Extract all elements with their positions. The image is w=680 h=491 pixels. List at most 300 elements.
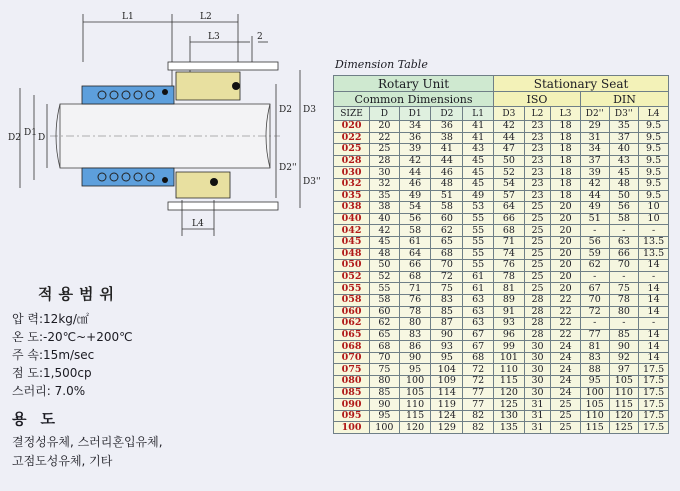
table-row xyxy=(334,260,669,272)
table-row xyxy=(334,213,669,225)
table-cell: 54 xyxy=(399,202,431,214)
table-cell: 55 xyxy=(463,236,494,248)
table-cell: 66 xyxy=(494,213,525,225)
seal-cross-section-drawing xyxy=(0,0,330,270)
table-cell: 10 xyxy=(639,202,669,214)
spec-label: 압 력 xyxy=(12,312,39,326)
table-cell: 30 xyxy=(524,376,550,388)
table-cell: 86 xyxy=(399,341,431,353)
size-cell: 100 xyxy=(334,422,370,434)
table-cell: 63 xyxy=(463,294,494,306)
table-cell: 56 xyxy=(580,236,609,248)
table-cell: 22 xyxy=(551,318,581,330)
table-cell: 93 xyxy=(431,341,463,353)
table-cell: 50 xyxy=(370,260,400,272)
table-cell: 115 xyxy=(609,399,639,411)
table-cell: 85 xyxy=(431,306,463,318)
table-cell: 72 xyxy=(431,271,463,283)
table-cell: 120 xyxy=(494,387,525,399)
table-cell: 58 xyxy=(399,225,431,237)
size-cell: 050 xyxy=(334,260,370,272)
spec-value: :12kg/㎠ xyxy=(39,312,89,326)
column-header: D3 xyxy=(494,107,525,121)
table-cell: 24 xyxy=(551,341,581,353)
application-line: 고점도성유체, 기타 xyxy=(12,454,113,468)
table-cell: 9.5 xyxy=(639,178,669,190)
table-cell: 125 xyxy=(494,399,525,411)
table-cell: 42 xyxy=(370,225,400,237)
size-cell: 070 xyxy=(334,352,370,364)
table-cell: 30 xyxy=(370,167,400,179)
spec-label: 스러리 xyxy=(12,384,47,398)
right-dimensions xyxy=(276,70,300,208)
spec-row-pressure xyxy=(12,310,312,328)
spec-row-viscosity xyxy=(12,364,312,382)
table-cell: 105 xyxy=(609,376,639,388)
table-cell: 20 xyxy=(551,213,581,225)
table-row xyxy=(334,271,669,283)
size-cell: 040 xyxy=(334,213,370,225)
table-cell: 17.5 xyxy=(639,364,669,376)
size-cell: 068 xyxy=(334,341,370,353)
table-cell: 93 xyxy=(494,318,525,330)
table-row xyxy=(334,202,669,214)
table-cell: 77 xyxy=(463,387,494,399)
table-cell: 44 xyxy=(494,132,525,144)
table-cell: 10 xyxy=(639,213,669,225)
table-row xyxy=(334,248,669,260)
size-cell: 045 xyxy=(334,236,370,248)
l3-label: L3 xyxy=(208,32,220,42)
d3-right-label: D3 xyxy=(303,105,316,115)
size-cell: 030 xyxy=(334,167,370,179)
table-cell: 75 xyxy=(431,283,463,295)
table-cell: 22 xyxy=(551,329,581,341)
table-cell: 23 xyxy=(524,144,550,156)
table-row xyxy=(334,236,669,248)
table-cell: 100 xyxy=(399,376,431,388)
table-cell: 18 xyxy=(551,155,581,167)
table-cell: 100 xyxy=(370,422,400,434)
table-cell: 71 xyxy=(494,236,525,248)
stationary-seat-bottom xyxy=(176,172,230,198)
table-cell: - xyxy=(609,225,639,237)
table-cell: 60 xyxy=(370,306,400,318)
size-cell: 042 xyxy=(334,225,370,237)
table-row xyxy=(334,387,669,399)
table-cell: 47 xyxy=(494,144,525,156)
table-cell: 9.5 xyxy=(639,144,669,156)
sub-common-header: Common Dimensions xyxy=(334,92,494,107)
table-cell: 99 xyxy=(494,341,525,353)
table-cell: 23 xyxy=(524,155,550,167)
table-cell: 68 xyxy=(463,352,494,364)
table-cell: 68 xyxy=(494,225,525,237)
table-cell: 49 xyxy=(580,202,609,214)
spec-value: : 7.0% xyxy=(46,384,86,398)
table-body xyxy=(334,121,669,434)
size-cell: 038 xyxy=(334,202,370,214)
table-cell: 23 xyxy=(524,178,550,190)
table-cell: 51 xyxy=(431,190,463,202)
gap-label: 2 xyxy=(257,32,263,42)
housing-top xyxy=(168,62,278,70)
table-cell: - xyxy=(639,225,669,237)
table-cell: 77 xyxy=(580,329,609,341)
table-cell: 14 xyxy=(639,352,669,364)
table-cell: 67 xyxy=(463,341,494,353)
dimension-table-panel xyxy=(333,57,669,434)
table-cell: 14 xyxy=(639,329,669,341)
table-cell: 35 xyxy=(370,190,400,202)
table-cell: 67 xyxy=(463,329,494,341)
table-row xyxy=(334,121,669,133)
table-cell: 39 xyxy=(399,144,431,156)
table-cell: 83 xyxy=(431,294,463,306)
application-heading: 용도 xyxy=(12,410,69,428)
table-cell: 70 xyxy=(580,294,609,306)
table-cell: 37 xyxy=(609,132,639,144)
stationary-seat-top xyxy=(176,72,240,100)
table-cell: 129 xyxy=(431,422,463,434)
table-cell: 91 xyxy=(494,306,525,318)
d2-din-label: D2'' xyxy=(279,163,297,173)
table-cell: 25 xyxy=(524,202,550,214)
table-cell: 80 xyxy=(399,318,431,330)
table-cell: 25 xyxy=(524,225,550,237)
column-header: D xyxy=(370,107,400,121)
size-cell: 080 xyxy=(334,376,370,388)
table-row xyxy=(334,318,669,330)
table-cell: 41 xyxy=(463,132,494,144)
table-cell: 45 xyxy=(463,178,494,190)
column-header: D1 xyxy=(399,107,431,121)
table-cell: 97 xyxy=(609,364,639,376)
table-row xyxy=(334,178,669,190)
d2-left-label: D2 xyxy=(8,133,21,143)
table-cell: 78 xyxy=(494,271,525,283)
table-cell: 14 xyxy=(639,260,669,272)
table-cell: 95 xyxy=(580,376,609,388)
table-cell: 68 xyxy=(370,341,400,353)
table-cell: 70 xyxy=(609,260,639,272)
table-cell: 30 xyxy=(524,352,550,364)
table-cell: 24 xyxy=(551,387,581,399)
group-stationary-header: Stationary Seat xyxy=(494,76,669,92)
table-cell: 55 xyxy=(370,283,400,295)
table-cell: 18 xyxy=(551,190,581,202)
table-cell: 110 xyxy=(609,387,639,399)
sub-iso-header: ISO xyxy=(494,92,581,107)
table-cell: 82 xyxy=(463,410,494,422)
table-cell: - xyxy=(639,271,669,283)
table-cell: 70 xyxy=(431,260,463,272)
rotary-unit-bottom xyxy=(82,168,174,186)
table-cell: 51 xyxy=(580,213,609,225)
size-cell: 020 xyxy=(334,121,370,133)
table-cell: 20 xyxy=(551,202,581,214)
table-cell: 90 xyxy=(370,399,400,411)
table-cell: 130 xyxy=(494,410,525,422)
table-cell: 83 xyxy=(399,329,431,341)
d2-right-label: D2 xyxy=(279,105,292,115)
table-cell: 70 xyxy=(370,352,400,364)
table-row xyxy=(334,294,669,306)
table-cell: 55 xyxy=(463,248,494,260)
table-cell: 110 xyxy=(399,399,431,411)
table-cell: 45 xyxy=(463,167,494,179)
table-cell: 45 xyxy=(463,155,494,167)
column-header: L3 xyxy=(551,107,581,121)
table-cell: 30 xyxy=(524,387,550,399)
table-cell: 115 xyxy=(580,422,609,434)
column-header: D2 xyxy=(431,107,463,121)
table-cell: 56 xyxy=(399,213,431,225)
table-cell: 74 xyxy=(494,248,525,260)
d1-left-label: D1 xyxy=(24,128,37,138)
table-cell: 23 xyxy=(524,190,550,202)
column-header: L2 xyxy=(524,107,550,121)
table-cell: - xyxy=(639,318,669,330)
table-cell: 38 xyxy=(431,132,463,144)
table-cell: 14 xyxy=(639,341,669,353)
table-cell: 62 xyxy=(580,260,609,272)
table-cell: 13.5 xyxy=(639,248,669,260)
table-cell: 57 xyxy=(494,190,525,202)
table-row xyxy=(334,155,669,167)
table-cell: 104 xyxy=(431,364,463,376)
table-cell: 31 xyxy=(524,399,550,411)
size-cell: 075 xyxy=(334,364,370,376)
table-cell: - xyxy=(580,225,609,237)
table-cell: 135 xyxy=(494,422,525,434)
table-cell: 45 xyxy=(609,167,639,179)
table-cell: 55 xyxy=(463,260,494,272)
table-cell: 17.5 xyxy=(639,387,669,399)
size-cell: 090 xyxy=(334,399,370,411)
table-cell: - xyxy=(580,318,609,330)
table-cell: 18 xyxy=(551,178,581,190)
table-cell: - xyxy=(609,271,639,283)
table-cell: 76 xyxy=(494,260,525,272)
table-cell: 9.5 xyxy=(639,167,669,179)
table-cell: 90 xyxy=(609,341,639,353)
table-cell: 58 xyxy=(609,213,639,225)
table-cell: 77 xyxy=(463,399,494,411)
table-cell: 45 xyxy=(370,236,400,248)
table-cell: 14 xyxy=(639,283,669,295)
table-cell: 14 xyxy=(639,306,669,318)
l2-label: L2 xyxy=(200,12,212,22)
size-cell: 095 xyxy=(334,410,370,422)
table-cell: 80 xyxy=(370,376,400,388)
table-cell: 25 xyxy=(524,236,550,248)
table-cell: 43 xyxy=(609,155,639,167)
table-cell: 56 xyxy=(609,202,639,214)
table-cell: 20 xyxy=(551,260,581,272)
table-cell: 40 xyxy=(370,213,400,225)
table-cell: 34 xyxy=(399,121,431,133)
table-cell: 17.5 xyxy=(639,399,669,411)
table-cell: 25 xyxy=(524,260,550,272)
size-cell: 058 xyxy=(334,294,370,306)
column-header-row xyxy=(334,107,669,121)
table-cell: 17.5 xyxy=(639,376,669,388)
table-cell: 75 xyxy=(609,283,639,295)
table-cell: 23 xyxy=(524,132,550,144)
table-cell: 72 xyxy=(463,364,494,376)
table-cell: 81 xyxy=(494,283,525,295)
table-cell: 61 xyxy=(463,283,494,295)
table-cell: 58 xyxy=(431,202,463,214)
table-cell: 72 xyxy=(580,306,609,318)
table-cell: 59 xyxy=(580,248,609,260)
l4-label: L4 xyxy=(192,219,204,229)
d-left-label: D xyxy=(38,133,46,143)
sub-din-header: DIN xyxy=(580,92,668,107)
table-row xyxy=(334,329,669,341)
table-cell: 18 xyxy=(551,167,581,179)
table-cell: 37 xyxy=(580,155,609,167)
table-cell: 78 xyxy=(399,306,431,318)
table-cell: 32 xyxy=(370,178,400,190)
table-cell: 49 xyxy=(399,190,431,202)
table-cell: 65 xyxy=(370,329,400,341)
table-cell: 110 xyxy=(580,410,609,422)
table-cell: 31 xyxy=(524,410,550,422)
table-cell: 88 xyxy=(580,364,609,376)
table-cell: 120 xyxy=(609,410,639,422)
table-cell: 28 xyxy=(524,294,550,306)
table-cell: 20 xyxy=(551,271,581,283)
table-caption: Dimension Table xyxy=(335,58,428,71)
table-cell: 44 xyxy=(580,190,609,202)
table-cell: 25 xyxy=(524,271,550,283)
table-cell: 24 xyxy=(551,376,581,388)
table-cell: 105 xyxy=(399,387,431,399)
table-cell: 41 xyxy=(463,121,494,133)
group-rotary-header: Rotary Unit xyxy=(334,76,494,92)
table-cell: 36 xyxy=(399,132,431,144)
size-cell: 048 xyxy=(334,248,370,260)
table-cell: 25 xyxy=(524,248,550,260)
table-cell: 63 xyxy=(463,318,494,330)
table-cell: 22 xyxy=(551,306,581,318)
size-cell: 085 xyxy=(334,387,370,399)
table-row xyxy=(334,376,669,388)
table-cell: 20 xyxy=(551,248,581,260)
table-cell: 9.5 xyxy=(639,132,669,144)
table-cell: 35 xyxy=(609,121,639,133)
table-cell: 17.5 xyxy=(639,422,669,434)
table-cell: 65 xyxy=(431,236,463,248)
housing-bottom xyxy=(168,202,278,210)
table-cell: 40 xyxy=(609,144,639,156)
table-cell: 119 xyxy=(431,399,463,411)
table-cell: 83 xyxy=(580,352,609,364)
spec-value: :1,500cp xyxy=(39,366,92,380)
rotary-unit-top xyxy=(82,86,174,104)
table-cell: 20 xyxy=(551,283,581,295)
table-cell: 29 xyxy=(580,121,609,133)
table-cell: - xyxy=(609,318,639,330)
table-row xyxy=(334,422,669,434)
table-cell: 58 xyxy=(370,294,400,306)
table-cell: 67 xyxy=(580,283,609,295)
table-cell: 28 xyxy=(524,329,550,341)
column-header: L4 xyxy=(639,107,669,121)
table-cell: 49 xyxy=(463,190,494,202)
table-cell: 96 xyxy=(494,329,525,341)
table-cell: 23 xyxy=(524,167,550,179)
size-cell: 025 xyxy=(334,144,370,156)
table-row xyxy=(334,352,669,364)
table-cell: 124 xyxy=(431,410,463,422)
table-cell: 28 xyxy=(524,306,550,318)
d3-din-label: D3'' xyxy=(303,177,321,187)
table-cell: 71 xyxy=(399,283,431,295)
table-row xyxy=(334,132,669,144)
table-cell: 78 xyxy=(609,294,639,306)
table-cell: 82 xyxy=(463,422,494,434)
table-cell: 89 xyxy=(494,294,525,306)
table-cell: 34 xyxy=(580,144,609,156)
table-cell: 13.5 xyxy=(639,236,669,248)
size-cell: 060 xyxy=(334,306,370,318)
table-row xyxy=(334,190,669,202)
table-cell: 46 xyxy=(431,167,463,179)
table-cell: 20 xyxy=(551,236,581,248)
specifications-panel xyxy=(12,283,312,471)
table-row xyxy=(334,167,669,179)
table-cell: 92 xyxy=(609,352,639,364)
table-cell: 20 xyxy=(551,225,581,237)
table-cell: 90 xyxy=(399,352,431,364)
table-cell: 101 xyxy=(494,352,525,364)
table-cell: 114 xyxy=(431,387,463,399)
table-cell: 22 xyxy=(370,132,400,144)
table-cell: 105 xyxy=(580,399,609,411)
table-row xyxy=(334,410,669,422)
table-cell: 28 xyxy=(524,318,550,330)
table-cell: 64 xyxy=(399,248,431,260)
application-line: 결정성유체, 스러리혼입유체, xyxy=(12,435,163,449)
table-cell: 63 xyxy=(609,236,639,248)
spec-row-speed xyxy=(12,346,312,364)
table-cell: 44 xyxy=(399,167,431,179)
table-cell: 24 xyxy=(551,364,581,376)
table-cell: 25 xyxy=(524,283,550,295)
table-row xyxy=(334,364,669,376)
table-cell: 55 xyxy=(463,213,494,225)
table-cell: 61 xyxy=(463,271,494,283)
table-cell: 63 xyxy=(463,306,494,318)
table-cell: 39 xyxy=(580,167,609,179)
size-cell: 028 xyxy=(334,155,370,167)
table-cell: 25 xyxy=(524,213,550,225)
table-cell: 48 xyxy=(609,178,639,190)
table-cell: 28 xyxy=(370,155,400,167)
table-cell: 90 xyxy=(431,329,463,341)
spec-label: 점 도 xyxy=(12,366,39,380)
table-cell: 42 xyxy=(399,155,431,167)
table-cell: 62 xyxy=(431,225,463,237)
dimension-table xyxy=(333,75,669,434)
table-cell: 24 xyxy=(551,352,581,364)
table-cell: 50 xyxy=(609,190,639,202)
column-header: SIZE xyxy=(334,107,370,121)
table-cell: 81 xyxy=(580,341,609,353)
